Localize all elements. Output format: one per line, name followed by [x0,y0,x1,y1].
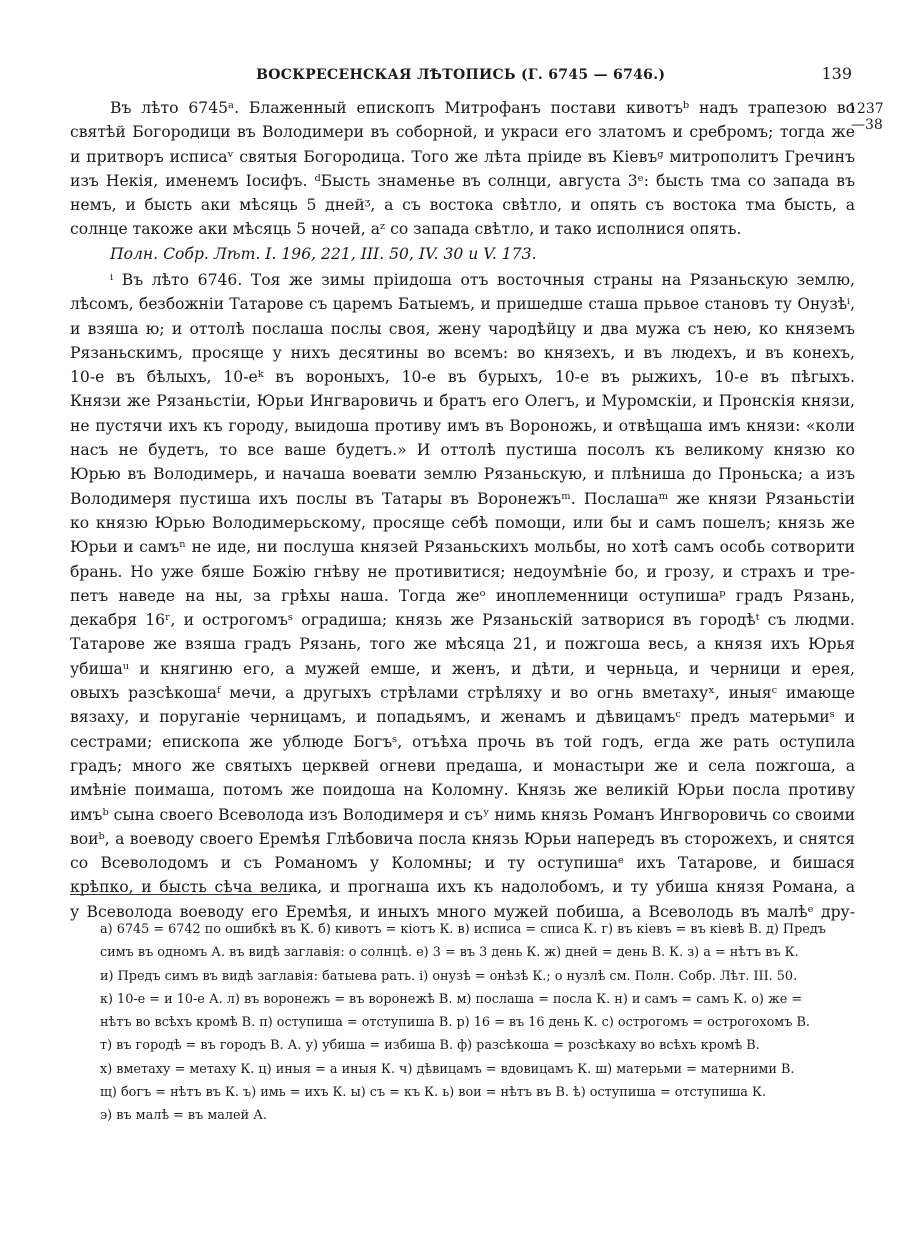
text-line: святѣй Богородици въ Володимери въ соборной, и украси его златомъ и сребромъ; тогда же [70,123,855,142]
footnote-line: симъ въ одномъ А. въ видѣ заглавія: о солнцѣ. е) 3 = въ 3 день К. ж) дней = день В. К. з) а = нѣтъ въ К. [100,945,799,961]
text-line: Юрьи и самъⁿ не иде, ни послуша князей Рязаньскихъ мольбы, но хотѣ самъ особь сотворити [70,538,855,557]
text-line: Володимеря пустиша ихъ послы въ Татары въ Воронежъᵐ. Послашаᵐ же князи Рязаньстіи [70,489,855,508]
text-line: вязаху, и поруганіе черницамъ, и попадьямъ, и женамъ и дѣвицамъᶜ предъ матерьмиˢ и [70,708,855,727]
text-line: крѣпко, и бысть сѣча велика, и прогнаша ихъ къ надолобомъ, и ту убиша князя Романа, а [70,878,855,897]
text-line: воиᵇ, а воеводу своего Еремѣя Глѣбовича посла князь Юрьи напередъ въ сторожехъ, и снятся [70,829,855,848]
paragraph-6746 [70,268,855,924]
margin-year-range: —38 [851,117,883,133]
footnote-line: х) вметаху = метаху К. ц) иныя = а иныя К. ч) дѣвицамъ = вдовицамъ К. ш) матерьми = матерними В. [100,1061,795,1077]
text-line: ⁱ Въ лѣто 6746. Тоя же зимы пріидоша отъ восточныя страны на Рязаньскую землю, [110,271,855,289]
text-line: убишаᵘ и княгиню его, а мужей емше, и женъ, и дѣти, и черньца, и черници и ерея, [70,659,855,678]
text-line: имѣніе поимаша, потомъ же поидоша на Коломну. Князь же великій Юрьи посла противу [70,781,855,800]
text-line: у Всеволода воеводу его Еремѣя, и иныхъ много мужей побиша, а Всеволодь въ малѣᵉ дру- [70,902,855,921]
text-line: Юрью въ Володимерь, и начаша воевати землю Рязаньскую, и плѣниша до Проньска; а изъ [70,465,855,484]
text-line: насъ не будетъ, то все ваше будетъ.» И оттолѣ пустиша посолъ къ великому князю ко [70,441,855,460]
footnote-line: к) 10-е = и 10-е А. л) въ воронежъ = въ воронежѣ В. м) послаша = посла К. н) и самъ = самъ К. о) же = [100,991,803,1007]
footnote-line: нѣтъ во всѣхъ кромѣ В. п) оступиша = отступиша В. р) 16 = въ 16 день К. с) острогомъ = острогохомъ В. [100,1015,810,1031]
text-line: 10-е въ бѣлыхъ, 10-еᵏ въ вороныхъ, 10-е въ бурыхъ, 10-е въ рыжихъ, 10-е въ пѣгыхъ. [70,368,855,387]
text-line: со Всеволодомъ и съ Романомъ у Коломны; и ту оступишаᵉ ихъ Татарове, и бишася [70,854,855,873]
text-line: декабря 16ʳ, и острогомъˢ оградиша; князь же Рязаньскій затворися въ городѣᵗ съ людми. [70,611,855,630]
text-line: не пустячи ихъ къ городу, выидоша противу имъ въ Вороножь, и отвѣщаша имъ князи: «коли [70,416,855,435]
text-line: брань. Но уже бяше Божію гнѣву не противитися; недоумѣніе бо, и грозу, и страхъ и тре- [70,562,855,581]
footnote-line: щ) богъ = нѣтъ въ К. ъ) имь = ихъ К. ы) съ = къ К. ь) вои = нѣтъ въ В. ѣ) оступиша = отступиша К. [100,1085,766,1101]
text-line: петъ наведе на ны, за грѣхы наша. Тогда жеᵒ иноплеменници оступишаᵖ градъ Рязань, [70,586,855,605]
margin-year: 1237 [848,101,884,117]
text-line: овыхъ разсѣкошаᶠ мечи, а другыхъ стрѣлами стрѣляху и во огнь вметахуˣ, иныяᶜ имающе [70,684,855,703]
text-line: Въ лѣто 6745ᵃ. Блаженный епископъ Митрофанъ постави кивотъᵇ надъ трапезою во [110,99,855,117]
text-line: и взяша ю; и оттолѣ послаша послы своя, жену чародѣйцу и два мужа съ нею, ко княземъ [70,319,855,338]
text-line: изъ Некія, именемъ Іосифъ. ᵈБысть знаменье въ солнци, августа 3ᵉ: бысть тма со запада въ [70,171,855,190]
page-header [100,64,852,83]
text-line: лѣсомъ, безбожніи Татарове съ царемъ Батыемъ, и пришедше сташа прьвое становъ ту Онузѣⁱ, [70,295,855,314]
text-line: имъᵇ сына своего Всеволода изъ Володимеря и съʸ нимь князь Романъ Ингворовичь со своими [70,805,855,824]
footnote-line: а) 6745 = 6742 по ошибкѣ въ К. б) кивотъ = кіотъ К. в) исписа = списа К. г) въ кіевъ = въ кіевѣ В. д) Предъ [100,922,826,937]
text-line: Татарове же взяша градъ Рязань, того же мѣсяца 21, и пожгоша весь, а князя ихъ Юрья [70,635,855,654]
text-line: немъ, и бысть аки мѣсяць 5 днейᶾ, а съ востока свѣтло, и опять съ востока тма бысть, а [70,196,855,215]
text-line: Рязаньскимъ, просяще у нихъ десятины во всемъ: во князехъ, и въ людехъ, и въ конехъ, [70,343,855,362]
source-reference [70,242,895,266]
text-line: ко князю Юрью Володимерьскому, просяще себѣ помощи, или бы и самъ пошелъ; князь же [70,513,855,532]
text-line: и притворъ исписаᵛ святыя Богородица. Того же лѣта пріиде въ Кіевъᵍ митрополитъ Гречинъ [70,147,855,166]
page-title: ВОСКРЕСЕНСКАЯ ЛѢТОПИСЬ (Г. 6745 — 6746.) [256,67,666,83]
text-line: солнце такоже аки мѣсяць 5 ночей, аᶻ со запада свѣтло, и тако исполнися опять. [70,220,742,239]
page-number: 139 [821,64,852,83]
text-line: сестрами; епископа же ублюде Богъˢ, отъѣха прочь въ той годъ, егда же рать оступила [70,732,855,751]
footnote-line: т) въ городѣ = въ городъ В. А. у) убиша = избиша В. ф) разсѣкоша = розсѣкаху во всѣхъ кромѣ В. [100,1038,760,1054]
footnote-divider [70,894,290,895]
footnote-line: и) Предъ симъ въ видѣ заглавія: батыева рать. і) онузѣ = онѣзѣ К.; о нузлѣ см. Полн. Собр. Лѣт. III. 50. [100,968,798,984]
reference-text: Полн. Собр. Лѣт. I. 196, 221, III. 50, IV. 30 и V. 173. [110,245,537,263]
text-line: Князи же Рязаньстіи, Юрьи Ингваровичь и братъ его Олегъ, и Муромскіи, и Пронскія князи, [70,392,855,411]
footnotes [100,918,852,1128]
footnote-line: э) въ малѣ = въ малей А. [100,1108,267,1124]
paragraph-6745 [70,96,855,242]
text-line: градъ; много же святыхъ церквей огневи предаша, и монастыри же и села пожгоша, а [70,756,855,775]
